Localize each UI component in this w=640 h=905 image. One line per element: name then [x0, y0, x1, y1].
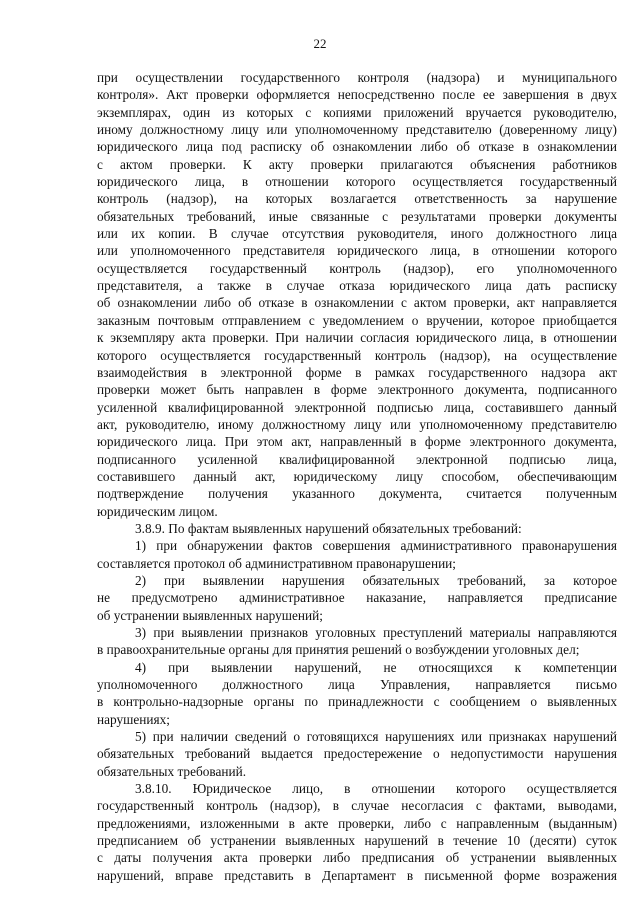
text-line: обязательных требований. [97, 763, 247, 779]
text-line: контроля». Акт проверки оформляется непосредственно после ее завершения в двух [97, 87, 617, 103]
text-line: нарушениях; [97, 711, 170, 727]
text-line: заказным почтовым отправлением с уведомлением о вручении, которое приобщается [97, 312, 617, 328]
text-line: юридическим лицом. [97, 503, 218, 519]
text-line: проверки может быть направлен в форме электронного документа, подписанного [97, 382, 617, 398]
text-line: в правоохранительные органы для принятия решений о возбуждении уголовных дел; [97, 642, 580, 658]
text-line: юридического лица. При этом акт, направленный в форме электронного документа, [97, 434, 617, 450]
text-line: 2) при выявлении нарушения обязательных требований, за которое [135, 572, 617, 588]
text-line: с актом проверки. К акту проверки прилагаются объяснения работников [97, 156, 617, 172]
text-line: контроль (надзор), на которых возлагается ответственность за нарушение [97, 191, 617, 207]
text-line: акт, руководителю, иному должностному лицу или уполномоченному представителю [97, 416, 617, 432]
text-line: в контрольно-надзорные органы по принадлежности с сообщением о выявленных [97, 694, 617, 710]
text-line: экземплярах, один из которых с копиями приложений вручается руководителю, [97, 104, 617, 120]
text-line: представителя, а также в случае отказа юридического лица дать расписку [97, 278, 617, 294]
text-line: об устранении выявленных нарушений; [97, 607, 323, 623]
text-line: обязательных требований выдается предостережение о недопустимости нарушения [97, 746, 617, 762]
text-line: к экземпляру акта проверки. При наличии согласия юридического лица, в отношении [97, 330, 617, 346]
text-line: не предусмотрено административное наказание, направляется предписание [97, 590, 617, 606]
text-line: уполномоченного должностного лица Управления, направляется письмо [97, 677, 617, 693]
text-line: 3.8.10. Юридическое лицо, в отношении которого осуществляется [135, 781, 617, 797]
text-line: обязательных требований, иные связанные с результатами проверки документы [97, 208, 617, 224]
text-line: или их копии. В случае отсутствия руководителя, иного должностного лица [97, 226, 617, 242]
text-line: при осуществлении государственного контроля (надзора) и муниципального [97, 70, 617, 85]
text-line: предложениями, изложенными в акте проверки, либо с направленным (выданным) [97, 815, 617, 831]
text-line: об ознакомлении либо об отказе в ознакомлении с актом проверки, акт направляется [97, 295, 617, 311]
text-line: 1) при обнаружении фактов совершения административного правонарушения [135, 538, 617, 554]
text-line: юридического лица, в отношении которого осуществляется государственный [97, 174, 617, 190]
text-line: или уполномоченного представителя юридического лица, в отношении которого [97, 243, 617, 259]
text-line: подписанного усиленной квалифицированной электронной подписью лица, [97, 451, 617, 467]
text-line: взаимодействия в электронной форме в рамках государственного надзора акт [97, 364, 617, 380]
text-line: с даты получения акта проверки либо предписания об устранении выявленных [97, 850, 617, 866]
page-number: 22 [313, 36, 327, 51]
text-line: составляется протокол об административном правонарушении; [97, 555, 456, 571]
text-line: 4) при выявлении нарушений, не относящихся к компетенции [135, 659, 617, 675]
text-line: государственный контроль (надзор), в случае несогласия с фактами, выводами, [97, 798, 617, 814]
text-line: иному должностному лицу или уполномоченному представителю (доверенному лицу) [97, 122, 617, 138]
text-line: 3.8.9. По фактам выявленных нарушений обязательных требований: [135, 520, 522, 536]
text-line: которого осуществляется государственный контроль (надзор), на осуществление [97, 347, 617, 363]
text-line: 5) при наличии сведений о готовящихся нарушениях или признаках нарушений [135, 729, 617, 745]
text-line: усиленной квалифицированной электронной подписью лица, составившего данный [97, 399, 617, 415]
text-line: нарушений, вправе представить в Департамент в письменной форме возражения [97, 867, 617, 883]
text-line: предписанием об устранении выявленных нарушений в течение 10 (десяти) суток [97, 833, 617, 849]
document-body [97, 69, 617, 884]
text-line: осуществляется государственный контроль (надзор), его уполномоченного [97, 260, 617, 276]
text-line: юридического лица под расписку об ознакомлении либо об отказе в ознакомлении [97, 139, 617, 155]
text-line: подтверждение получения указанного документа, считается полученным [97, 486, 617, 502]
text-line: 3) при выявлении признаков уголовных преступлений материалы направляются [135, 625, 617, 640]
text-line: составившего данный акт, юридическому лицу способом, обеспечивающим [97, 468, 617, 484]
